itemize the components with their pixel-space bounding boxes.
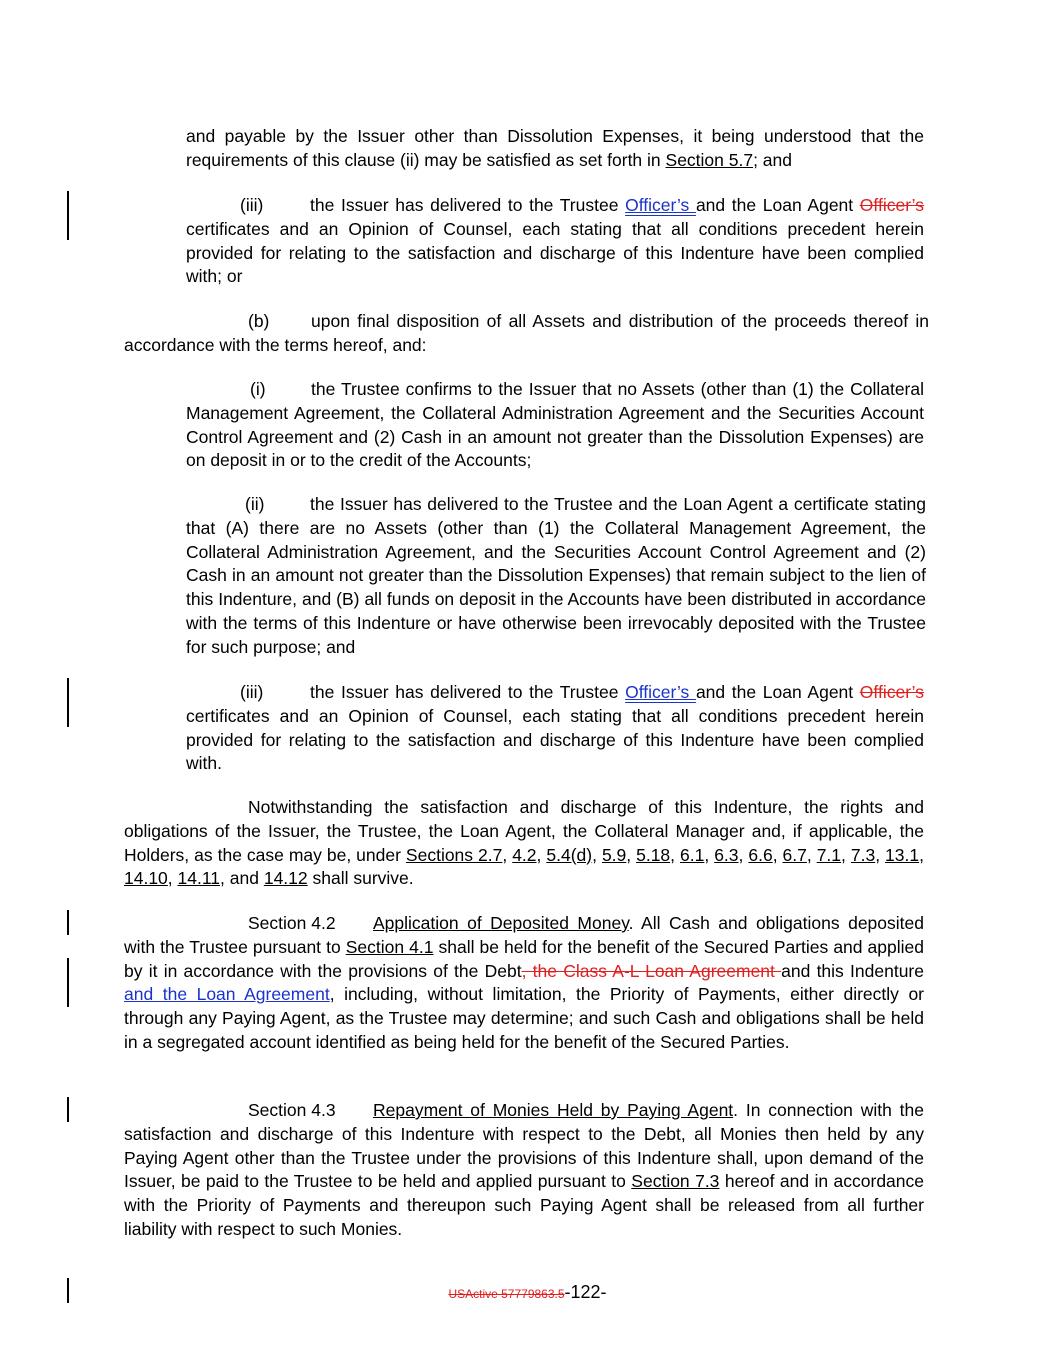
clause-number: (i): [250, 379, 266, 399]
page-footer: [0, 1282, 1055, 1303]
section-text: hereof and in accordance with the Priority of Payments and thereupon such Paying Agent shall be released from all further liability with respect to such Monies.: [124, 1171, 925, 1239]
section-text: , including, without limitation, the Priority of Payments, either directly or through any Paying Agent, as the Trustee may determine; and such Cash and obligations shall be held in a segregated account identified as being held for the benefit of the Secured Parties.: [124, 984, 925, 1052]
paragraph-text: ; and: [753, 149, 793, 170]
section-text: shall be held for the benefit of the Secured Parties and applied by it in accordance with the provisions of the Debt: [124, 936, 924, 981]
clause-number: (iii): [240, 682, 264, 702]
section-reference: 5.4(d): [546, 844, 593, 865]
section-reference: 7.1: [816, 844, 842, 865]
clause-number: (ii): [245, 494, 265, 514]
section-reference: 6.6: [748, 844, 773, 865]
clause-text: certificates and an Opinion of Counsel, each stating that all conditions precedent herein provided for relating to the satisfaction and discharge of this Indenture have been complied with.: [186, 705, 924, 774]
clause-text: the Issuer has delivered to the Trustee: [310, 195, 626, 215]
clause-b: [124, 310, 929, 358]
clause-text: and the Loan Agent: [695, 682, 860, 702]
section-label: Section 4.3: [248, 1100, 336, 1120]
section-reference: 14.11: [177, 868, 221, 889]
paragraph-text: shall survive.: [307, 868, 414, 889]
inserted-text: Officer’s: [625, 682, 696, 702]
clause-number: (b): [248, 311, 270, 331]
section-reference: Section 5.7: [665, 149, 754, 170]
clause-text: the Issuer has delivered to the Trustee and the Loan Agent a certificate stating that (A) there are no Assets (other than (1) the Collateral Management Agreement, the Collateral Administration Agreement, and the Securities Account Control Agreement and (2) Cash in an amount not greater than the Dissolution Expenses) that remain subject to the lien of this Indenture, and (B) all funds on deposit in the Accounts have been distributed in accordance with the terms of this Indenture or have otherwise been irrevocably deposited with the Trustee for such purpose; and: [186, 494, 926, 657]
deleted-text: , the Class A-L Loan Agreement: [521, 960, 782, 981]
paragraph-text: requirements of this clause (ii) may be satisfied as set forth in: [186, 149, 666, 170]
change-bar: [67, 1097, 69, 1122]
section-4-3: [124, 1099, 924, 1242]
clause-number: (iii): [240, 195, 264, 215]
section-reference: Sections 2.7: [405, 844, 503, 865]
section-title: Repayment of Monies Held by Paying Agent: [373, 1100, 734, 1120]
clause-text: upon final disposition of all Assets and distribution of the proceeds thereof in accordance with the terms hereof, and:: [124, 311, 929, 355]
section-reference: 5.18: [636, 844, 671, 865]
paragraph-line: [186, 149, 924, 173]
section-reference: 14.10: [124, 868, 168, 889]
section-reference: 13.1: [885, 844, 920, 865]
clause-text: the Issuer has delivered to the Trustee: [310, 682, 626, 702]
section-label: Section 4.2: [248, 913, 336, 933]
clause-b-ii: [186, 493, 926, 660]
clause-text: the Trustee confirms to the Issuer that no Assets (other than (1) the Collateral Management Agreement, the Collateral Administration Agreement and the Securities Account Control Agreement and (2) Cash in an amount not greater than the Dissolution Expenses) are on deposit in or to the credit of the Accounts;: [186, 379, 924, 471]
change-bar: [67, 191, 69, 240]
section-reference: 5.9: [601, 844, 627, 865]
paragraph-text: Notwithstanding the satisfaction and discharge of this Indenture, the rights and obligations of the Issuer, the Trustee, the Loan Agent, the Collateral Manager and, if applicable, the Holders, as the case may be, under: [124, 797, 924, 865]
section-reference: 6.7: [782, 844, 807, 865]
notwithstanding-paragraph: Notwithstanding the satisfaction and discharge of this Indenture, the rights and obligations of the Issuer, the Trustee, the Loan Agent, the Collateral Manager and, if applicable, the Holders, as the case may be, under Sections 2.7, 4.2, 5.4(d), 5.9, 5.18, 6.1, 6.3, 6.6, 6.7, 7.1, 7.3, 13.1, 14.10, 14.11, and 14.12 shall survive.: [124, 797, 924, 889]
deleted-text: Officer’s: [859, 682, 924, 702]
inserted-text: and the Loan Agreement: [124, 984, 330, 1005]
section-reference: 6.3: [714, 844, 739, 865]
section-text: . In connection with the satisfaction and discharge of this Indenture with respect to the Debt, all Monies then held by any Paying Agent other than the Trustee under the provisions of this Indenture shall, upon demand of the Issuer, be paid to the Trustee to be held and applied pursuant to: [124, 1100, 925, 1192]
clause-b-i: [186, 378, 924, 473]
section-title: Application of Deposited Money: [373, 913, 629, 933]
clause-text: and the Loan Agent: [695, 195, 860, 215]
deleted-document-id: USActive 57779863.5: [448, 1287, 565, 1301]
section-reference: 7.3: [850, 844, 876, 865]
change-bar: [67, 958, 69, 1007]
change-bar: [67, 678, 69, 727]
change-bar: [67, 910, 69, 935]
clause-a-iii: [186, 194, 924, 289]
section-reference: 4.2: [512, 844, 537, 865]
clause-text: certificates and an Opinion of Counsel, each stating that all conditions precedent herein provided for relating to the satisfaction and discharge of this Indenture have been complied with; or: [186, 218, 924, 287]
section-reference: 6.1: [680, 844, 705, 865]
section-reference: Section 4.1: [345, 936, 434, 957]
paragraph-text: and: [229, 868, 259, 889]
clause-b-iii: [186, 681, 924, 776]
section-text: and this Indenture: [781, 960, 924, 981]
inserted-text: Officer’s: [625, 195, 696, 215]
section-reference: Section 7.3: [631, 1171, 720, 1192]
section-reference: 14.12: [263, 868, 308, 889]
paragraph-line: and payable by the Issuer other than Dissolution Expenses, it being understood that the: [186, 126, 924, 146]
continuation-paragraph: [186, 125, 924, 173]
section-text: . All Cash and obligations deposited with the Trustee pursuant to: [124, 913, 924, 957]
deleted-text: Officer’s: [859, 195, 924, 215]
page-number: -122-: [564, 1282, 607, 1302]
section-4-2: [124, 912, 924, 1055]
